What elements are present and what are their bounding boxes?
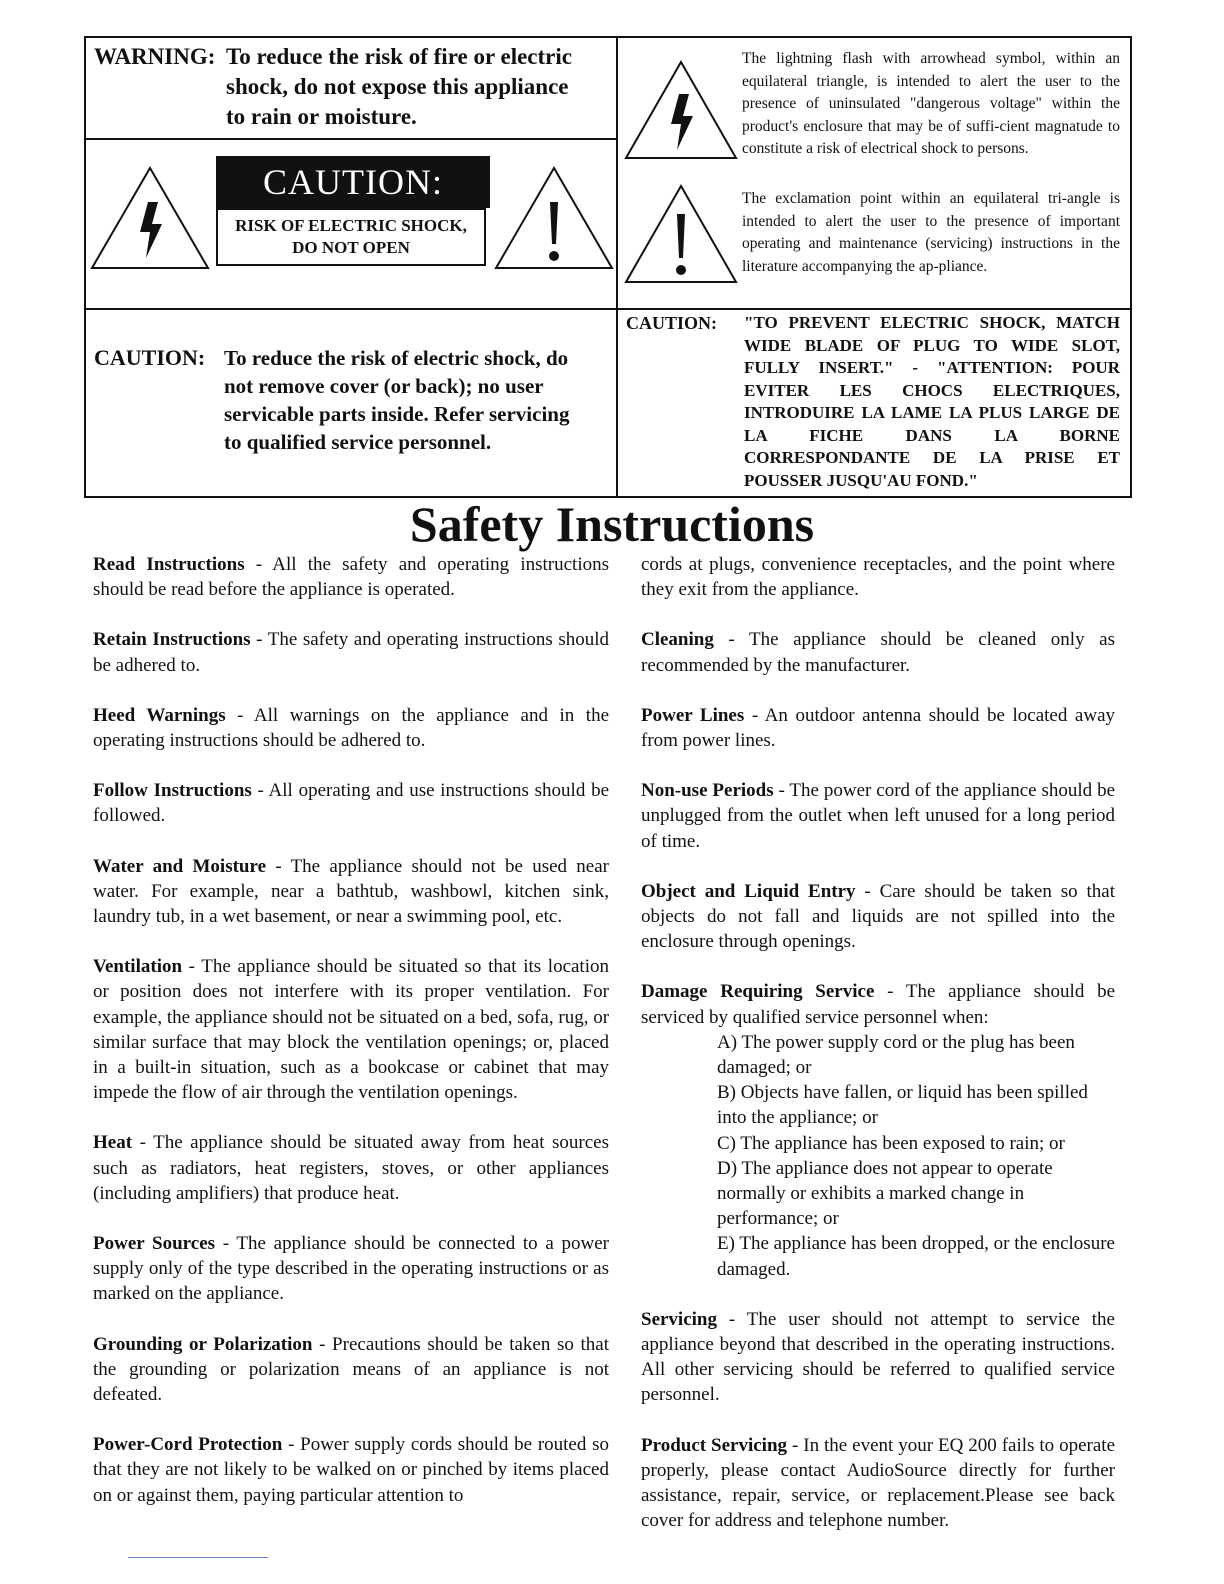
heat xyxy=(93,1130,609,1206)
power-sources xyxy=(93,1231,609,1307)
divider-caution xyxy=(86,308,616,310)
lightning-symbol-icon xyxy=(624,60,738,160)
desc: - Precautions should be taken so that the grounding or polarization means of an appliance is not defeated. xyxy=(93,1333,609,1406)
cleaning xyxy=(641,627,1115,677)
cover-caution-line-1: To reduce the risk of electric shock, do xyxy=(224,346,569,370)
product-servicing xyxy=(641,1433,1115,1534)
lightning-symbol-text: The lightning flash with arrowhead symbol, within an equilateral triangle, is intended to alert the user to the presence of uninsulated "dangerous voltage" within the product's enclosure that may be of suffi-cient magnatude to constitute a risk of electrical shock to persons. xyxy=(742,50,1120,157)
desc: - The user should not attempt to service the appliance beyond that described in the operating instructions. All other servicing should be referred to qualified service personnel. xyxy=(641,1308,1115,1406)
term: Damage Requiring Service xyxy=(641,981,875,1003)
read-instructions xyxy=(93,552,609,602)
exclamation-symbol-icon xyxy=(624,184,738,284)
desc: - In the event your EQ 200 fails to operate properly, please contact AudioSource directly for further assistance, repair, service, or replacement.Please see back cover for address and telephone number. xyxy=(641,1434,1115,1532)
bottom-rule xyxy=(128,1557,268,1558)
term: Ventilation xyxy=(93,956,183,978)
power-cord-protection xyxy=(93,1432,609,1508)
caution-sub-line-2: DO NOT OPEN xyxy=(292,238,410,257)
non-use-periods xyxy=(641,778,1115,854)
desc: - The safety and operating instructions should be adhered to. xyxy=(93,629,609,676)
caution-subtitle xyxy=(216,208,486,266)
desc: - The appliance should be connected to a power supply only of the type described in the operating instructions or as marked on the appliance. xyxy=(93,1233,609,1305)
warning-line-3: to rain or moisture. xyxy=(226,104,417,129)
damage-item-e: E) The appliance has been dropped, or the enclosure damaged. xyxy=(717,1233,1115,1280)
term: Object and Liquid Entry xyxy=(641,880,856,902)
power-lines xyxy=(641,703,1115,753)
desc: - The appliance should be situated so that its location or position does not interfere with its proper ventilation. For example, the appliance should not be situated on a bed, sofa, rug, or similar surface that may block the ventilation openings; or, placed in a built-in situation, such as a bookcase or cabinet that may impede the flow of air through the ventilation openings. xyxy=(93,956,610,1104)
water-and-moisture xyxy=(93,854,609,930)
term: Heat xyxy=(93,1132,133,1154)
desc: - Power supply cords should be routed so that they are not likely to be walked on or pinched by items placed on or against them, paying particular attention to xyxy=(93,1434,609,1506)
cover-caution xyxy=(94,344,612,456)
term: Power-Cord Protection xyxy=(93,1434,283,1456)
term: Water and Moisture xyxy=(93,855,267,877)
term: Power Sources xyxy=(93,1233,216,1255)
power-cord-continuation: cords at plugs, convenience receptacles, and the point where they exit from the appliance. xyxy=(641,554,1115,601)
term: Retain Instructions xyxy=(93,629,251,651)
damage-item-d: D) The appliance does not appear to operate normally or exhibits a marked change in performance; or xyxy=(717,1157,1053,1230)
term: Grounding or Polarization xyxy=(93,1333,313,1355)
heed-warnings xyxy=(93,703,609,753)
cover-caution-line-3: servicable parts inside. Refer servicing xyxy=(224,402,570,426)
right-column xyxy=(641,552,1115,1559)
moisture-warning xyxy=(94,42,612,132)
vertical-divider xyxy=(616,38,618,496)
desc: - The appliance should be situated away from heat sources such as radiators, heat registers, stoves, or other appliances (including amplifiers) that produce heat. xyxy=(93,1132,609,1204)
warning-line-2: shock, do not expose this appliance xyxy=(226,74,569,99)
cover-caution-label: CAUTION: xyxy=(94,345,206,370)
page-title: Safety Instructions xyxy=(409,496,815,552)
object-liquid-entry xyxy=(641,879,1115,955)
damage-item-b: B) Objects have fallen, or liquid has been spilled into the appliance; or xyxy=(717,1082,1088,1129)
plug-caution xyxy=(626,312,1120,492)
damage-list xyxy=(641,1030,1115,1282)
damage-intro xyxy=(641,979,1115,1029)
retain-instructions xyxy=(93,627,609,677)
divider-plug xyxy=(616,308,1132,310)
plug-caution-text: "TO PREVENT ELECTRIC SHOCK, MATCH WIDE BLADE OF PLUG TO WIDE SLOT, FULLY INSERT." - "ATTENTION: POUR EVITER LES CHOCS ELECTRIQUES, INTRODUIRE LA LAME LA PLUS LARGE DE LA FICHE DANS LA BORNE CORRESPONDANTE DE LA PRISE ET POUSSER JUSQU'AU FOND." xyxy=(744,313,1120,490)
plug-caution-label: CAUTION: xyxy=(626,313,718,333)
damage-item-a: A) The power supply cord or the plug has been damaged; or xyxy=(717,1031,1075,1079)
cover-caution-line-4: to qualified service personnel. xyxy=(224,430,492,454)
term: Read Instructions xyxy=(93,554,245,575)
damage-requiring-service xyxy=(641,979,1115,1281)
lightning-triangle-icon xyxy=(90,166,210,270)
desc: - All warnings on the appliance and in the operating instructions should be adhered to. xyxy=(93,704,609,752)
desc: - All the safety and operating instructions should be read before the appliance is operated. xyxy=(93,554,610,601)
desc: - The appliance should be serviced by qualified service personnel when: xyxy=(641,981,1116,1028)
caution-sub-line-1: RISK OF ELECTRIC SHOCK, xyxy=(235,216,467,235)
desc: - Care should be taken so that objects do not fall and liquids are not spilled into the enclosure through openings. xyxy=(641,880,1115,953)
caution-banner xyxy=(216,156,490,266)
desc: - The power cord of the appliance should be unplugged from the outlet when left unused for a long period of time. xyxy=(641,780,1115,852)
divider-warning xyxy=(86,138,616,140)
term: Non-use Periods xyxy=(641,780,774,802)
desc: - The appliance should not be used near water. For example, near a bathtub, washbowl, kitchen sink, laundry tub, in a wet basement, or near a swimming pool, etc. xyxy=(93,855,609,928)
warning-label: WARNING: xyxy=(94,44,216,69)
cover-caution-line-2: not remove cover (or back); no user xyxy=(224,374,544,398)
caution-title: CAUTION: xyxy=(216,156,490,208)
desc: - The appliance should be cleaned only as recommended by the manufacturer. xyxy=(641,629,1115,676)
term: Heed Warnings xyxy=(93,704,226,726)
term: Cleaning xyxy=(641,629,714,651)
left-column xyxy=(93,552,609,1533)
term: Product Servicing xyxy=(641,1434,788,1456)
warning-line-1: To reduce the risk of fire or electric xyxy=(226,44,572,69)
follow-instructions xyxy=(93,778,609,828)
servicing xyxy=(641,1307,1115,1408)
warning-box xyxy=(84,36,1132,498)
term: Power Lines xyxy=(641,704,745,726)
damage-item-c: C) The appliance has been exposed to rain; or xyxy=(717,1132,1065,1154)
term: Servicing xyxy=(641,1308,717,1330)
term: Follow Instructions xyxy=(93,780,252,802)
desc: - An outdoor antenna should be located away from power lines. xyxy=(641,704,1115,752)
exclamation-triangle-icon xyxy=(494,166,614,270)
grounding-polarization xyxy=(93,1332,609,1408)
exclamation-symbol-text: The exclamation point within an equilateral tri-angle is intended to alert the user to the presence of important operating and maintenance (servicing) instructions in the literature accompanying the ap-pliance. xyxy=(742,190,1120,275)
ventilation xyxy=(93,954,609,1105)
desc: - All operating and use instructions should be followed. xyxy=(93,780,609,827)
